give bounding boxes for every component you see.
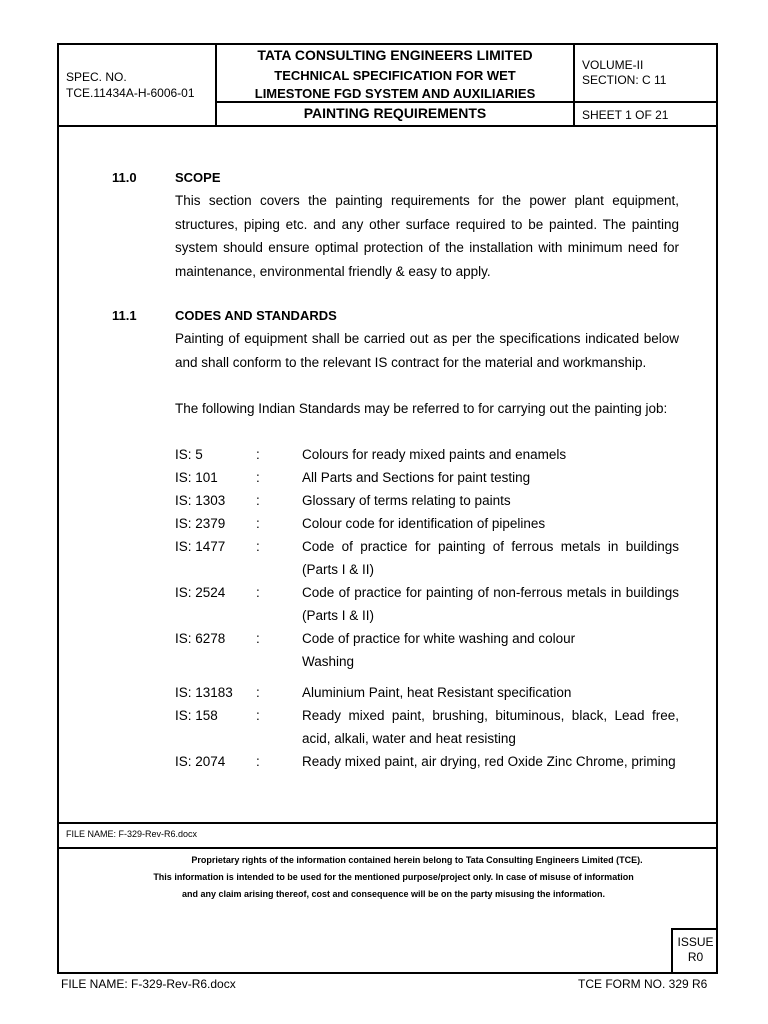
standard-separator: : <box>256 516 260 531</box>
standard-description: All Parts and Sections for paint testing <box>302 470 531 485</box>
section-title: PAINTING REQUIREMENTS <box>303 105 487 121</box>
section-number-scope: 11.0 <box>112 170 137 185</box>
issue-label: ISSUE <box>677 935 714 949</box>
scope-paragraph: This section covers the painting requirements for the power plant equipment, structures, piping etc. and any other surface required to be painted. The painting system should ensure optimal protection of the installation with minimum need for maintenance, environmental friendly & easy to apply. <box>175 193 679 279</box>
standard-description: Colours for ready mixed paints and enamels <box>302 447 567 462</box>
file-name-outer: FILE NAME: F-329-Rev-R6.docx <box>61 977 236 991</box>
standard-separator: : <box>256 585 260 600</box>
standard-code: IS: 1477 <box>175 539 226 554</box>
standard-separator: : <box>256 631 260 646</box>
standard-code: IS: 13183 <box>175 685 233 700</box>
company-name: TATA CONSULTING ENGINEERS LIMITED <box>257 47 533 63</box>
standard-code: IS: 2379 <box>175 516 226 531</box>
section-heading-scope: SCOPE <box>175 170 221 185</box>
spec-subtitle-line2: LIMESTONE FGD SYSTEM AND AUXILIARIES <box>254 86 536 101</box>
proprietary-notice-line1: Proprietary rights of the information contained herein belong to Tata Consulting Engineers Limited (TCE). <box>191 855 643 865</box>
form-number: TCE FORM NO. 329 R6 <box>578 977 708 991</box>
spec-number: TCE.11434A-H-6006-01 <box>66 86 195 100</box>
sheet-label: SHEET 1 OF 21 <box>582 108 669 122</box>
section-label: SECTION: C 11 <box>582 73 667 87</box>
standard-description: Colour code for identification of pipelines <box>302 516 546 531</box>
standard-code: IS: 1303 <box>175 493 226 508</box>
footer-top-line <box>57 822 718 824</box>
standard-description-continued: Washing <box>302 654 355 669</box>
standard-description: Aluminium Paint, heat Resistant specification <box>302 685 572 700</box>
standard-separator: : <box>256 708 260 723</box>
volume-label: VOLUME-II <box>582 58 644 72</box>
proprietary-notice-line2: This information is intended to be used for the mentioned purpose/project only. In case of misuse of information <box>153 872 634 882</box>
standard-separator: : <box>256 493 260 508</box>
standard-description: Code of practice for white washing and colour <box>302 631 576 646</box>
standard-code: IS: 158 <box>175 708 218 723</box>
standard-description: Ready mixed paint, air drying, red Oxide Zinc Chrome, priming <box>302 754 676 769</box>
standard-code: IS: 6278 <box>175 631 226 646</box>
issue-value: R0 <box>687 950 704 964</box>
codes-paragraph-2: The following Indian Standards may be referred to for carrying out the painting job: <box>175 401 668 416</box>
standard-description: Ready mixed paint, brushing, bituminous, black, Lead free, acid, alkali, water and heat resisting <box>302 708 679 746</box>
standard-code: IS: 2074 <box>175 754 226 769</box>
standard-code: IS: 2524 <box>175 585 226 600</box>
standard-separator: : <box>256 447 260 462</box>
standard-separator: : <box>256 754 260 769</box>
standard-code: IS: 5 <box>175 447 203 462</box>
standard-separator: : <box>256 470 260 485</box>
standard-description: Glossary of terms relating to paints <box>302 493 511 508</box>
codes-paragraph-1: Painting of equipment shall be carried out as per the specifications indicated below and shall conform to the relevant IS contract for the material and workmanship. <box>175 331 679 370</box>
standard-separator: : <box>256 539 260 554</box>
section-heading-codes: CODES AND STANDARDS <box>175 308 337 323</box>
header-bottom-line <box>57 125 718 127</box>
standard-separator: : <box>256 685 260 700</box>
file-name-inner: FILE NAME: F-329-Rev-R6.docx <box>66 829 198 839</box>
proprietary-notice-line3: and any claim arising thereof, cost and consequence will be on the party misusing the information. <box>181 889 606 899</box>
spec-number-label: SPEC. NO. <box>66 70 127 84</box>
standard-code: IS: 101 <box>175 470 218 485</box>
standard-description: Code of practice for painting of non-ferrous metals in buildings (Parts I & II) <box>302 585 679 623</box>
spec-subtitle-line1: TECHNICAL SPECIFICATION FOR WET <box>274 68 516 83</box>
footer-mid-line <box>57 847 718 849</box>
section-number-codes: 11.1 <box>112 308 137 323</box>
header-divider-right <box>573 43 575 127</box>
standard-description: Code of practice for painting of ferrous metals in buildings (Parts I & II) <box>302 539 679 577</box>
